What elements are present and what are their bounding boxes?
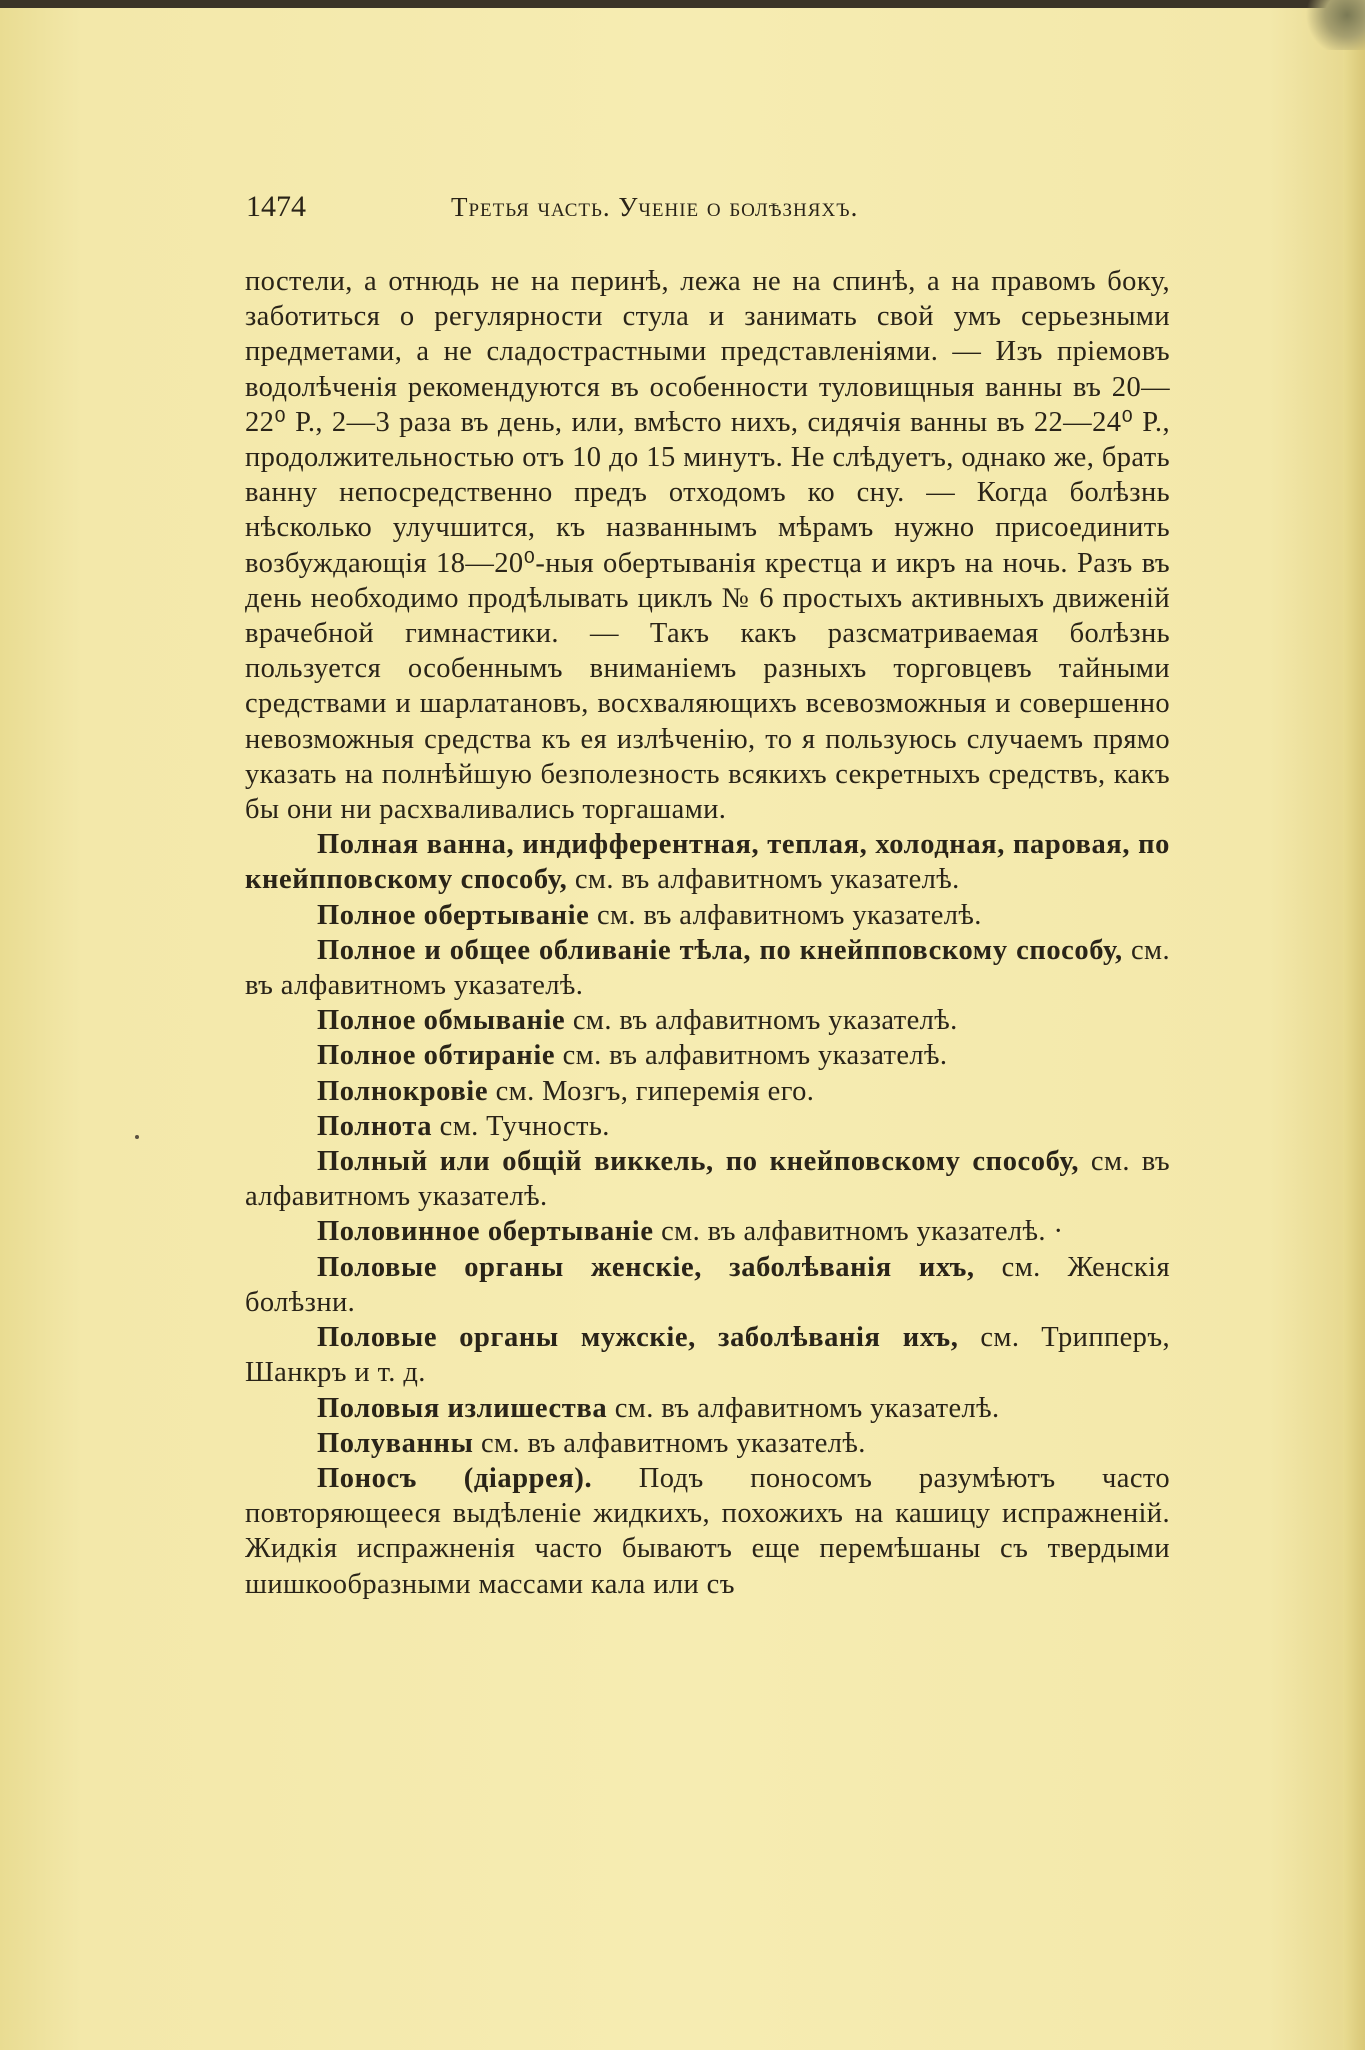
- index-entry: [245, 1461, 1170, 1602]
- index-entry: [245, 1391, 1170, 1426]
- index-entry: [245, 1144, 1170, 1214]
- entry-text: см. въ алфавитномъ указателѣ.: [607, 1392, 1000, 1424]
- index-entry: [245, 1074, 1170, 1109]
- entry-text: см. въ алфавитномъ указателѣ. ·: [653, 1216, 1064, 1248]
- entry-text: см. въ алфавитномъ указателѣ.: [245, 934, 1170, 1002]
- index-entry: [245, 1038, 1170, 1073]
- entry-term: Полное и общее обливаніе тѣла, по кнейпповскому способу,: [317, 934, 1123, 966]
- continuation-paragraph: постели, а отнюдь не на перинѣ, лежа не на спинѣ, а на правомъ боку, заботиться о регулярности стула и занимать свой умъ серьезными предметами, а не сладострастными представленіями. — Изъ пріемовъ водолѣченія рекомендуются въ особенности туловищныя ванны въ 20—22⁰ Р., 2—3 раза въ день, или, вмѣсто нихъ, сидячія ванны въ 22—24⁰ Р., продолжительностью отъ 10 до 15 минутъ. Не слѣдуетъ, однако же, брать ванну непосредственно предъ отходомъ ко сну. — Когда болѣзнь нѣсколько улучшится, къ названнымъ мѣрамъ нужно присоединить возбуждающія 18—20⁰-ныя обертыванія крестца и икръ на ночь. Разъ въ день необходимо продѣлывать циклъ № 6 простыхъ активныхъ движеній врачебной гимнастики. — Такъ какъ разсматриваемая болѣзнь пользуется особеннымъ вниманіемъ разныхъ торговцевъ тайными средствами и шарлатановъ, восхваляющихъ всевозможныя и совершенно невозможныя средства къ ея излѣченію, то я пользуюсь случаемъ прямо указать на полнѣйшую безполезность всякихъ секретныхъ средствъ, какъ бы они ни расхваливались торгашами.: [245, 266, 1170, 826]
- entry-term: Полуванны: [317, 1427, 474, 1459]
- entry-text: Подъ поносомъ разумѣютъ часто повторяющееся выдѣленіе жидкихъ, похожихъ на кашицу испражненій. Жидкія испражненія часто бываютъ еще перемѣшаны съ твердыми шишкообразными массами кала или съ: [245, 1462, 1171, 1600]
- running-head: Третья часть. Ученіе о болѣзняхъ.: [451, 192, 859, 222]
- entry-text: см. Мозгъ, гиперемія его.: [488, 1075, 815, 1107]
- page-top-edge: [0, 0, 1365, 8]
- index-entry: [245, 898, 1170, 933]
- entry-text: см. въ алфавитномъ указателѣ.: [245, 1146, 1170, 1213]
- entry-term: Половинное обертываніе: [317, 1216, 654, 1248]
- entry-term: Поносъ (діаррея).: [317, 1462, 593, 1494]
- index-entry: [245, 1320, 1170, 1390]
- entry-text: см. Трипперъ, Шанкръ и т. д.: [245, 1322, 1170, 1389]
- entry-text: см. въ алфавитномъ указателѣ.: [555, 1040, 948, 1072]
- entry-text: см. въ алфавитномъ указателѣ.: [589, 899, 982, 931]
- entry-text: см. въ алфавитномъ указателѣ.: [565, 1005, 958, 1037]
- entry-term: Полное обтираніе: [317, 1040, 556, 1072]
- index-entry: [245, 933, 1170, 1003]
- entry-text: см. въ алфавитномъ указателѣ.: [567, 864, 960, 896]
- entry-text: см. Женскія болѣзни.: [245, 1251, 1170, 1318]
- entry-text: см. Тучность.: [432, 1110, 610, 1142]
- entry-term: Полнокровіе: [317, 1075, 489, 1107]
- entry-text: см. въ алфавитномъ указателѣ.: [473, 1427, 866, 1459]
- index-entry: [245, 1109, 1170, 1144]
- index-entry: [245, 1003, 1170, 1038]
- margin-mark: [135, 1135, 139, 1139]
- entry-term: Половыя излишества: [317, 1392, 608, 1424]
- page-header: [246, 190, 1181, 234]
- index-entry: [245, 1250, 1170, 1320]
- index-entry: [245, 1214, 1170, 1249]
- entry-term: Полнота: [317, 1110, 433, 1142]
- entry-term: Полная ванна, индифферентная, теплая, холодная, паровая, по кнейпповскому способу,: [245, 829, 1170, 896]
- corner-stain: [1305, 0, 1365, 50]
- entry-term: Полное обмываніе: [317, 1005, 566, 1037]
- index-entry: [245, 827, 1170, 897]
- entry-term: Полное обертываніе: [317, 899, 590, 931]
- page-number: 1474: [246, 190, 306, 223]
- body-text: [245, 264, 1170, 1602]
- index-entry: [245, 1426, 1170, 1461]
- entry-term: Полный или общій виккель, по кнейповскому способу,: [317, 1146, 1080, 1178]
- entry-term: Половые органы женскіе, заболѣванія ихъ,: [317, 1251, 975, 1283]
- page-right-edge: [1343, 0, 1365, 2050]
- entry-term: Половые органы мужскіе, заболѣванія ихъ,: [317, 1322, 959, 1354]
